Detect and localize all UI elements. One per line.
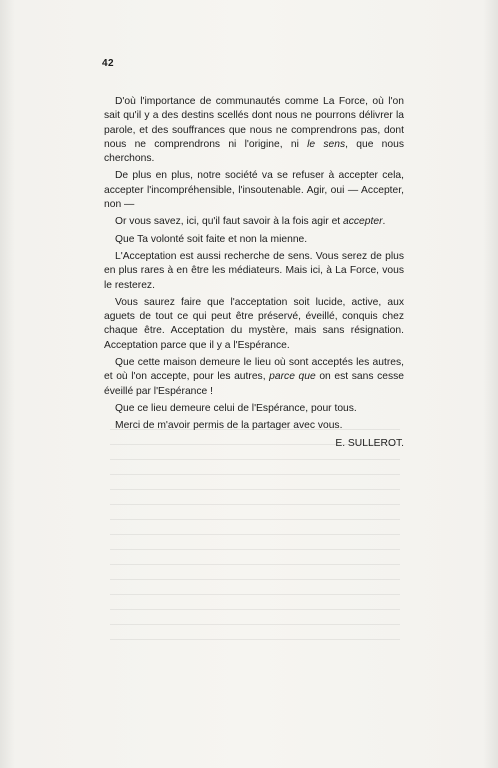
text-run: D'où l'importance de communautés comme La Force, où l'on sait qu'il y a des destins scellés dont nous ne pourrons délivrer la parole, et des souffrances que nous ne comprendrons pas, dont nous ne comprendrons ni l'origine, ni xyxy=(104,96,404,150)
paragraph xyxy=(104,169,404,212)
show-through-texture xyxy=(110,420,400,650)
italic-run: le sens xyxy=(307,138,346,150)
page-number: 42 xyxy=(102,58,115,69)
paragraph-list xyxy=(104,95,404,434)
paragraph xyxy=(104,402,404,416)
text-run: , que nous cherchons. xyxy=(104,138,404,165)
paragraph xyxy=(104,215,404,229)
paragraph xyxy=(104,419,404,433)
text-run: Or vous savez, ici, qu'il faut savoir à la fois agir et xyxy=(115,216,344,228)
body-text xyxy=(104,95,404,454)
text-run: De plus en plus, notre société va se refuser à accepter cela, accepter l'incompréhensible, l'insoutenable. Agir, oui — Accepter, non — xyxy=(104,170,404,211)
text-run: on est sans cesse éveillé par l'Espérance ! xyxy=(104,371,404,397)
text-run: Que ce lieu demeure celui de l'Espérance, pour tous. xyxy=(115,402,357,414)
paragraph xyxy=(104,250,404,293)
text-run: L'Acceptation est aussi recherche de sens. Vous serez de plus en plus rares à en être les médiateurs. Mais ici, à La Force, vous le resterez. xyxy=(104,250,404,291)
paragraph xyxy=(104,356,404,399)
paragraph xyxy=(104,296,404,353)
paragraph xyxy=(104,233,404,247)
text-run: Que Ta volonté soit faite et non la mienne. xyxy=(115,233,308,245)
text-run: Vous saurez faire que l'acceptation soit lucide, active, aux aguets de tout ce qui peut être préservé, éveillé, conquis chez chaque être. Acceptation du mystère, mais sans résignation. Acceptation parce que il y a l'Espérance. xyxy=(104,296,404,351)
italic-run: accepter xyxy=(343,216,383,228)
signature: E. SULLEROT. xyxy=(335,437,404,449)
text-run: Que cette maison demeure le lieu où sont acceptés les autres, et où l'on accepte, pour les autres, xyxy=(104,357,404,383)
text-run: Merci de m'avoir permis de la partager avec vous. xyxy=(115,420,343,432)
paragraph xyxy=(104,95,404,166)
italic-run: parce que xyxy=(269,371,316,383)
text-run: . xyxy=(382,216,386,228)
